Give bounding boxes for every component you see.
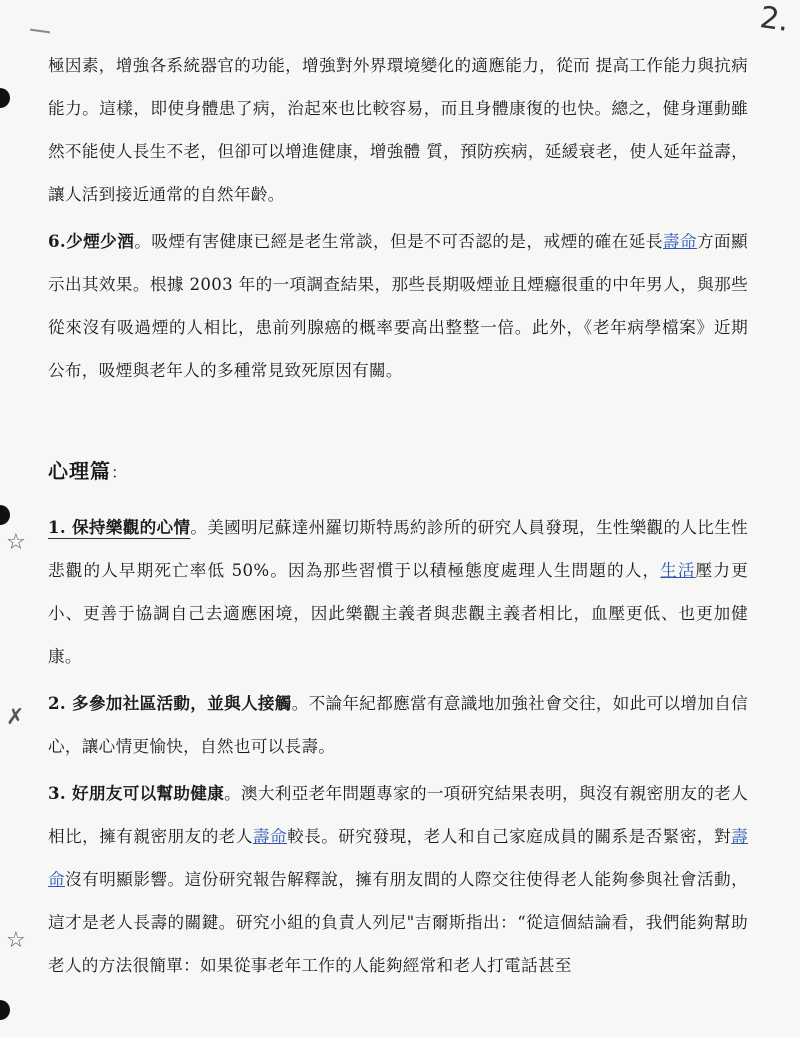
link-life[interactable]: 生活 [660,561,696,580]
paragraph-optimism [48,506,748,678]
heading-text: 心理篇 [48,459,111,483]
section-heading [48,450,748,494]
document-body [48,44,748,987]
pen-mark [30,29,50,34]
paragraph-title: 2. 多參加社區活動，並與人接觸 [48,693,292,713]
binder-hole-top [0,88,10,108]
text-run: 壓力更小、更善于協調自己去適應困境，因此樂觀主義者與悲觀主義者相比，血壓更低、也更加健康。 [48,561,748,666]
paragraph-title: 3. 好朋友可以幫助健康 [48,783,225,803]
text-run: 。美國明尼蘇達州羅切斯特馬約診所的研究人員發現，生性樂觀的人比生性悲觀的人早期死亡率低 50%。因為那些習慣于以積極態度處理人生問題的人， [48,518,748,580]
link-lifespan[interactable]: 壽命 [252,827,288,846]
x-mark: ✗ [6,705,25,730]
text-run: 。吸煙有害健康已經是老生常談，但是不可否認的是，戒煙的確在延長 [134,232,663,251]
paragraph-smoking [48,220,748,392]
heading-colon: ： [111,463,129,482]
paragraph-friends [48,772,748,987]
paragraph-exercise: 極因素，增強各系統器官的功能，增強對外界環境變化的適應能力，從而 提高工作能力與抗病能力。這樣，即使身體患了病，治起來也比較容易，而且身體康復的也快。總之，健身運動雖然不能使人長生不老，但卻可以增進健康，增強體 質，預防疾病，延緩衰老，使人延年益壽，讓人活到接近通常的自然年齡。 [48,56,748,204]
star-mark-2: ☆ [6,928,26,953]
paragraph-title: 6.少煙少酒 [48,231,135,251]
paragraph-title: 1. 保持樂觀的心情 [48,517,191,537]
text-run: 。研究小組的負責人列尼"吉爾斯指出：“從這個結論看，我們能夠幫助老人的方法很簡單：如果從事老年工作的人能夠經常和老人打電話甚至 [48,913,749,975]
binder-hole-bottom [0,1000,10,1020]
star-mark-1: ☆ [6,530,26,555]
link-lifespan[interactable]: 壽命 [662,232,697,251]
paragraph-community [48,682,748,768]
text-run: 較長。研究發現，老人和自己家庭成員的關系是否緊密，對 [287,827,732,846]
text-run: 方面顯示出其效果。根據 2003 年的一項調查結果，那些長期吸煙並且煙癮很重的中年男人，與那些從來沒有吸過煙的人相比，患前列腺癌的概率要高出整整一倍。此外，《老年病學檔案》近期公布，吸煙與老年人的多種常見致死原因有關。 [48,232,748,380]
text-run: 沒有明顯影響。這份研究報告解釋說，擁有朋友間的人際交往使得老人能夠參與社會活動，這才是老人長壽的關鍵 [48,870,748,932]
binder-hole-middle [0,505,10,525]
text-run: 。不論年紀都應當有意識地加強社會交往，如此可以增加自信心，讓心情更愉快，自然也可以長壽。 [48,694,748,756]
text-run: 。澳大利亞老年問題專家的一項研究結果表明，與沒有親密朋友的老人相比，擁有親密朋友的老人 [48,784,748,846]
page-number: 2. [757,0,791,39]
link-lifespan[interactable]: 壽命 [48,827,748,889]
